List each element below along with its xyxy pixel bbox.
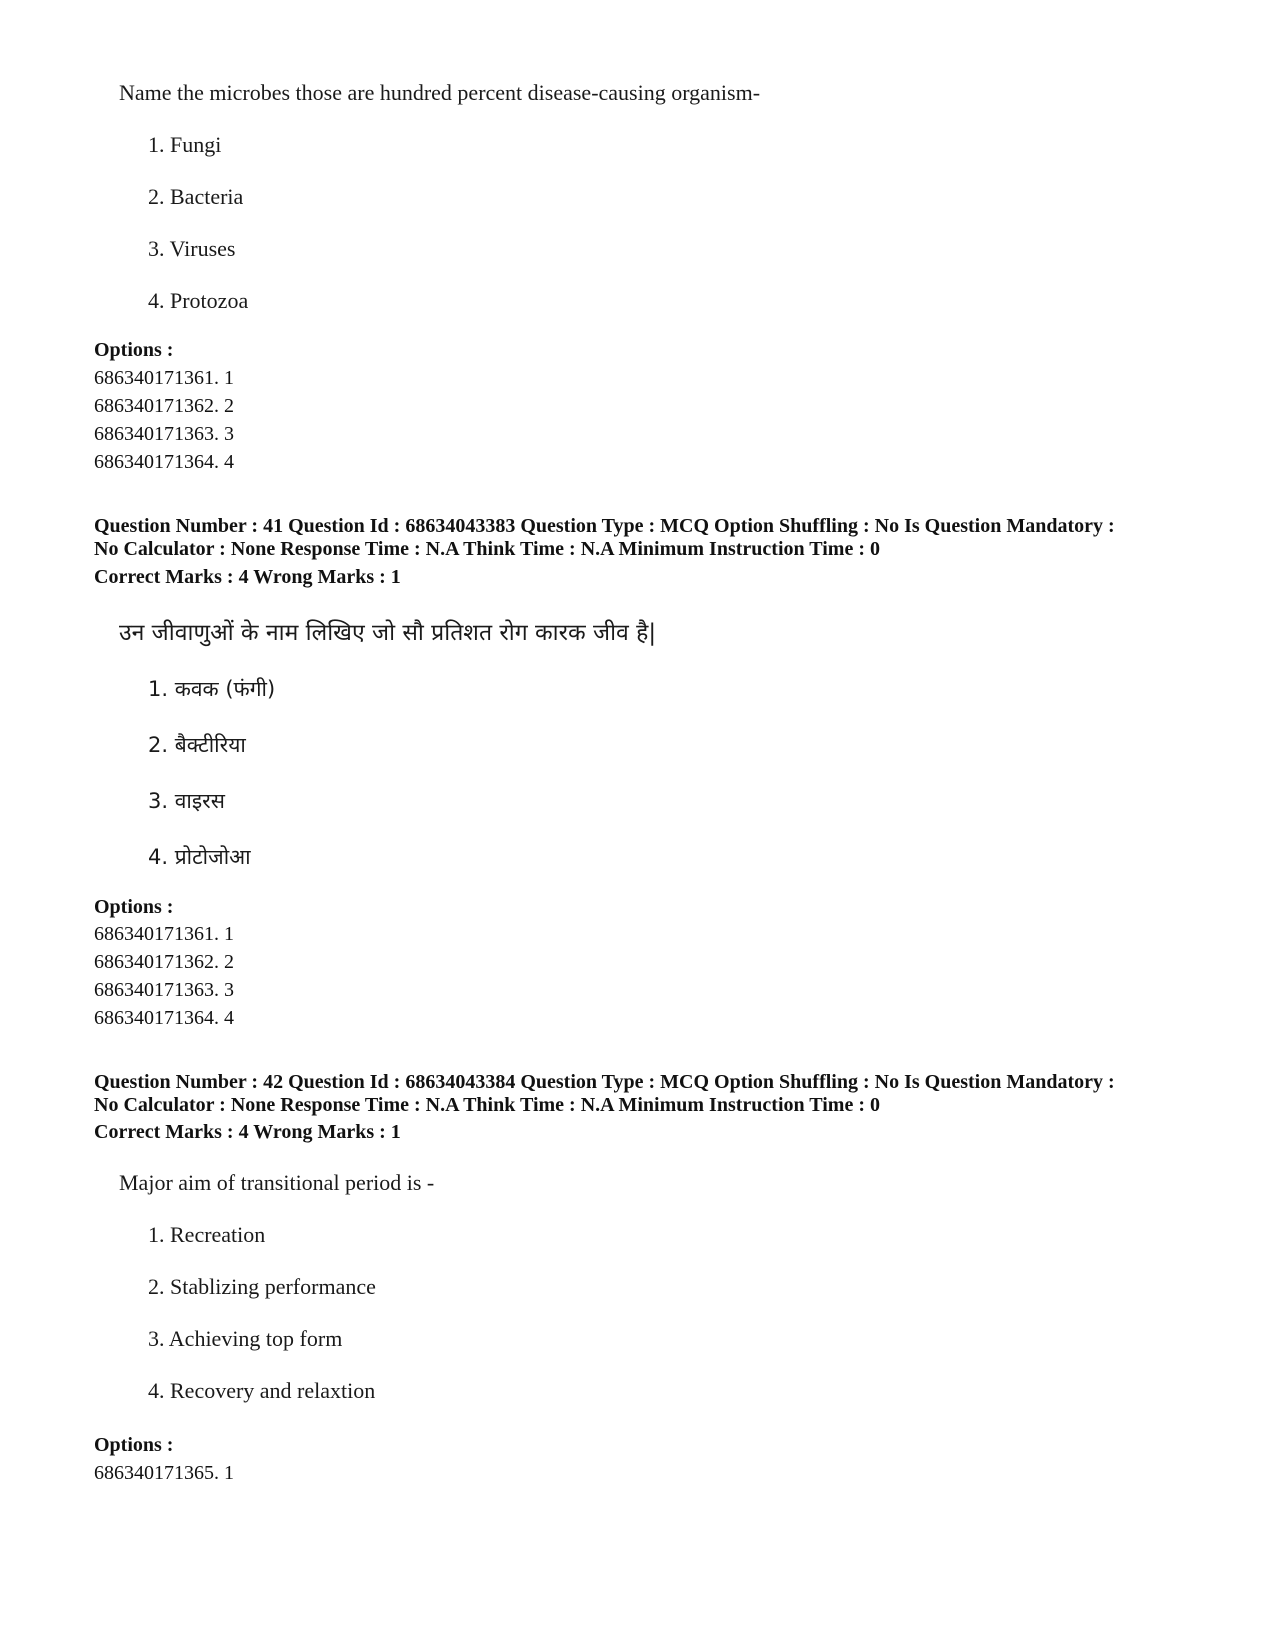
question-meta: No Calculator : None Response Time : N.A Think Time : N.A Minimum Instruction Time : 0	[94, 538, 880, 560]
question-marks: Correct Marks : 4 Wrong Marks : 1	[94, 1121, 401, 1143]
statement-item: 4. Protozoa	[148, 288, 249, 313]
option-line: 686340171363. 3	[94, 423, 234, 445]
option-line: 686340171361. 1	[94, 923, 234, 945]
option-line: 686340171362. 2	[94, 951, 234, 973]
statement-item: 1. Fungi	[148, 132, 222, 157]
question-meta: Question Number : 41 Question Id : 68634043383 Question Type : MCQ Option Shuffling : No Is Question Mandatory :	[94, 515, 1115, 537]
statement-item: 2. बैक्टीरिया	[148, 733, 246, 757]
option-line: 686340171365. 1	[94, 1462, 234, 1484]
option-line: 686340171362. 2	[94, 395, 234, 417]
statement-item: 1. Recreation	[148, 1222, 266, 1247]
option-line: 686340171364. 4	[94, 451, 234, 473]
options-label: Options :	[94, 339, 174, 361]
option-line: 686340171363. 3	[94, 979, 234, 1001]
statement-item: 3. वाइरस	[148, 789, 225, 813]
statement-item: 3. Achieving top form	[148, 1326, 343, 1351]
statement-item: 2. Bacteria	[148, 184, 244, 209]
question-meta: No Calculator : None Response Time : N.A Think Time : N.A Minimum Instruction Time : 0	[94, 1094, 880, 1116]
statement-item: 4. Recovery and relaxtion	[148, 1378, 376, 1403]
statement-item: 3. Viruses	[148, 236, 236, 261]
statement-item: 2. Stablizing performance	[148, 1274, 376, 1299]
options-label: Options :	[94, 1434, 174, 1456]
option-line: 686340171364. 4	[94, 1007, 234, 1029]
question-marks: Correct Marks : 4 Wrong Marks : 1	[94, 566, 401, 588]
question-stem: उन जीवाणुओं के नाम लिखिए जो सौ प्रतिशत रोग कारक जीव है|	[119, 620, 657, 646]
statement-item: 1. कवक (फंगी)	[148, 677, 276, 701]
statement-item: 4. प्रोटोजोआ	[148, 845, 251, 869]
question-stem: Major aim of transitional period is -	[119, 1170, 435, 1195]
option-line: 686340171361. 1	[94, 367, 234, 389]
question-stem: Name the microbes those are hundred percent disease-causing organism-	[119, 80, 761, 105]
question-meta: Question Number : 42 Question Id : 68634043384 Question Type : MCQ Option Shuffling : No Is Question Mandatory :	[94, 1071, 1115, 1093]
options-label: Options :	[94, 896, 174, 918]
